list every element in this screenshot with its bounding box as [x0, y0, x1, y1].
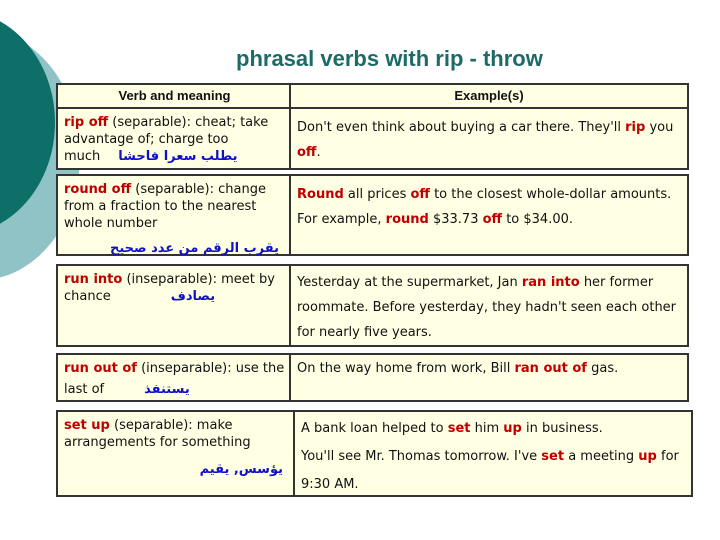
example-highlight: off: [297, 145, 317, 160]
example-text: On the way home from work, Bill: [297, 361, 515, 376]
example-text: to $34.00.: [502, 212, 574, 227]
example-highlight: ran into: [521, 275, 580, 290]
example-text: A bank loan helped to: [301, 421, 448, 436]
example-highlight: round: [385, 212, 429, 227]
table-rip-off: [56, 83, 689, 170]
example-cell: [289, 266, 687, 345]
verb-cell: [58, 266, 291, 345]
example-text: a meeting: [564, 449, 639, 464]
example-text: Don't even think about buying a car there. They'll: [297, 120, 626, 135]
arabic-translation: يطلب سعرا فاحشا: [118, 149, 238, 164]
example-text: gas.: [586, 361, 619, 376]
verb-definition: (separable): change from a fraction to the nearest whole number: [64, 182, 266, 231]
example-cell: [293, 412, 691, 495]
example-text: her former roommate. Before yesterday, they hadn't seen each other for nearly five years.: [297, 275, 677, 340]
table-run-out-of: [56, 353, 689, 402]
example-text: for 9:30 AM.: [301, 449, 679, 492]
example-cell: [289, 109, 687, 168]
header-examples: Example(s): [289, 85, 687, 107]
verb-definition: (inseparable): use the last of: [64, 361, 285, 397]
example-highlight: up: [638, 449, 657, 464]
example-text: in business.: [521, 421, 603, 436]
example-highlight: off: [410, 187, 430, 202]
example-cell: [289, 176, 687, 254]
verb-term: round off: [64, 182, 132, 197]
example-highlight: ran out of: [514, 361, 587, 376]
example-text: to the closest whole-dollar amounts. For example,: [297, 187, 672, 227]
example-text: .: [316, 145, 321, 160]
example-text: $33.73: [428, 212, 483, 227]
verb-term: run into: [64, 272, 123, 287]
example-text: all prices: [343, 187, 411, 202]
example-highlight: rip: [625, 120, 646, 135]
table-set-up: [56, 410, 693, 497]
verb-term: set up: [64, 418, 110, 433]
verb-definition: (separable): cheat; take advantage of; charge too much: [64, 115, 269, 164]
example-highlight: Round: [297, 187, 344, 202]
example-text: him: [470, 421, 504, 436]
arabic-translation: يستنفذ: [144, 382, 190, 397]
example-highlight: set: [447, 421, 471, 436]
page-title: phrasal verbs with rip - throw: [236, 46, 543, 71]
verb-definition: (inseparable): meet by chance: [64, 272, 275, 304]
verb-definition: (separable): make arrangements for something: [64, 418, 251, 450]
example-text: you: [645, 120, 674, 135]
table-run-into: [56, 264, 689, 347]
verb-term: rip off: [64, 115, 109, 130]
example-cell: [289, 355, 687, 400]
example-text: You'll see Mr. Thomas tomorrow. I've: [301, 449, 542, 464]
verb-cell: [58, 176, 291, 254]
example-highlight: up: [503, 421, 522, 436]
table-round-off: [56, 174, 689, 256]
header-verb-meaning: Verb and meaning: [118, 88, 231, 103]
arabic-translation: يقرب الرقم من عدد صحيح: [109, 241, 279, 256]
verb-cell: [58, 355, 291, 400]
arabic-translation: يؤسس, يقيم: [199, 462, 283, 477]
example-highlight: off: [482, 212, 503, 227]
example-highlight: set: [541, 449, 565, 464]
verb-cell: [58, 109, 291, 168]
example-text: Yesterday at the supermarket, Jan: [297, 275, 522, 290]
arabic-translation: يصادف: [170, 289, 216, 304]
verb-cell: [58, 412, 295, 495]
verb-term: run out of: [64, 361, 137, 376]
